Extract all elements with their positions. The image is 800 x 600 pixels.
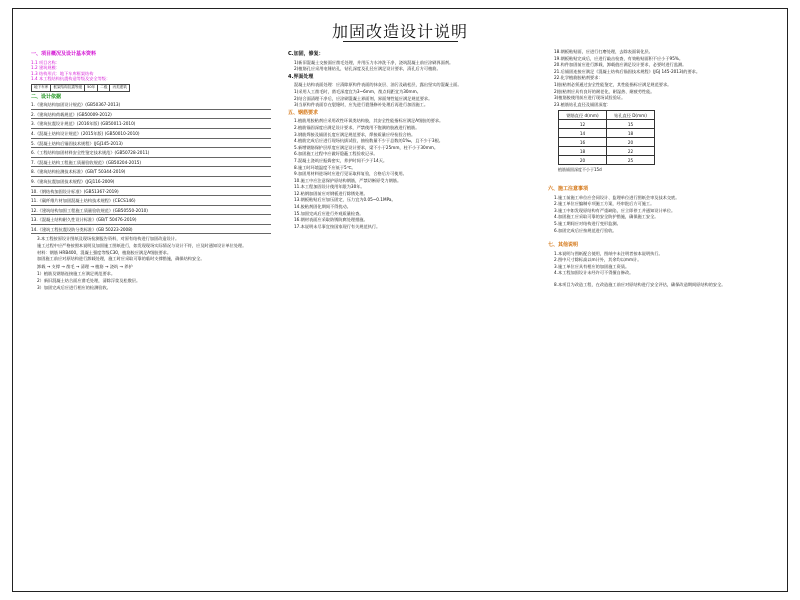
paragraph: 16.钢材表面应采取防锈防腐处理措施。 <box>294 217 368 223</box>
standard-item: 13.《混凝土结构耐久性设计标准》(GB/T 50476-2019) <box>31 217 271 225</box>
paragraph: 3)植筋胶使用前应进行现场试验验证。 <box>554 95 626 101</box>
paragraph: 17.本说明未尽事宜按国家现行有关规范执行。 <box>294 223 381 229</box>
table-cell: 14 <box>559 129 607 138</box>
paragraph: 14.胶粘剂固化期间不得扰动。 <box>294 204 351 210</box>
paragraph: 11.本工程加固设计使用年限为30年。 <box>294 184 365 190</box>
construction-flow: 卸载 → 支撑 → 凿毛 → 清理 → 植筋 → 浇筑 → 养护 <box>37 263 133 269</box>
table-cell: 地下车库 <box>32 84 51 91</box>
standard-item: 3.《建筑抗震设计规范》(2016年版) (GB50011-2010) <box>31 121 271 129</box>
paragraph: 4.加固施工应采取可靠的安全防护措施，确保施工安全。 <box>554 214 659 220</box>
paragraph: 2)植筋孔应采用电锤钻孔，钻孔深度及孔径应满足设计要求，清孔后方可植筋。 <box>294 66 441 72</box>
rebar-drill-table <box>558 110 655 165</box>
standard-item: 8.《建筑结构检测技术标准》(GB/T 50344-2019) <box>31 169 271 177</box>
table-cell: 15 <box>607 120 655 129</box>
paragraph: 15.加固完成后应进行外观质量检查。 <box>294 210 364 216</box>
paragraph: 10.施工中应注意保护原结构钢筋，严禁切断原受力钢筋。 <box>294 177 402 183</box>
seismic-grade-table <box>31 84 130 92</box>
page-title: 加固改造设计说明 <box>331 22 468 41</box>
table-row <box>559 156 655 165</box>
paragraph: 2)结合面清理干净后，应涂刷混凝土界面剂，界面剂性能应满足规范要求。 <box>294 95 433 101</box>
paragraph: 13.钢板粘贴后应加压固定，压力宜为0.05~0.1MPa。 <box>294 197 396 203</box>
table-cell: 20 <box>559 156 607 165</box>
paragraph: 19.钢板粘贴完成后，应进行敲击检查，有效粘贴面积不应小于95%。 <box>554 55 684 61</box>
paragraph: 施工过程中应严格按照本说明及加固施工图纸进行，如发现现场实际情况与设计不符，应及时通知设计单位处理。 <box>37 243 247 249</box>
paragraph: 2)胶粘剂应具有良好的耐老化、耐湿热、耐疲劳性能。 <box>554 88 655 94</box>
section-other-notes: 七、其他说明 <box>548 242 579 249</box>
paragraph: 1)采用人工凿毛时，凿毛深度宜为3~6mm，凿点间距宜为30mm。 <box>294 88 421 94</box>
table-cell: 50年 <box>85 84 98 91</box>
paragraph: 8.本项目为改造工程，在改造施工前应对原结构进行安全评估，确保改造期间原结构的安全。 <box>554 282 726 288</box>
paragraph: 20.构件加固前应进行卸载，卸载值应满足设计要求，必要时进行监测。 <box>554 62 687 68</box>
paragraph: 5.施工期间应对结构进行变形监测。 <box>554 220 621 226</box>
standard-item: 7.《混凝土结构工程施工质量验收规范》(GB50204-2015) <box>31 160 271 168</box>
table-cell: 二级 <box>98 84 110 91</box>
paragraph: 3)当原构件表面存在裂缝时，应先进行裂缝修补处理后再进行加固施工。 <box>294 102 429 108</box>
paragraph: 2.植筋锚固深度应满足设计要求，严禁使用不饱满的胶液进行植筋。 <box>294 124 420 130</box>
paragraph: 加固施工前应对原结构进行卸载处理，施工时应采取可靠的临时支撑措施，确保结构安全。 <box>37 256 205 262</box>
paragraph: 1)新旧混凝土交接面应凿毛处理，并用压力水冲洗干净，浇筑混凝土前应涂刷界面剂。 <box>294 59 454 65</box>
table-cell: 16 <box>559 138 607 147</box>
paragraph: 5.新增钢筋保护层厚度应满足设计要求，梁不小于25mm，柱不小于30mm。 <box>294 144 439 150</box>
table-row <box>559 138 655 147</box>
standard-item: 9.《建筑抗震加固技术规程》(JGJ116-2009) <box>31 179 271 187</box>
table-cell: 18 <box>607 129 655 138</box>
table-note: 植筋锚固深度不小于15d <box>558 167 602 173</box>
paragraph: 9.加固用材料进场时应进行见证取样复验，合格后方可使用。 <box>294 171 407 177</box>
standard-item: 14.《建筑工程抗震设防分类标准》(GB 50223-2008) <box>31 227 271 235</box>
paragraph: 23.植筋钻孔直径及锚固深度： <box>554 101 611 107</box>
table-row <box>559 129 655 138</box>
standard-item: 5.《混凝土结构后锚固技术规程》(JGJ145-2013) <box>31 141 271 149</box>
table-cell: 25 <box>607 156 655 165</box>
table-header: 钢筋直径 d(mm) <box>559 111 607 120</box>
paragraph: 4.本工程加固设计未经许可不得擅自修改。 <box>554 270 634 276</box>
paragraph: 6.加固施工过程中应做好隐蔽工程验收记录。 <box>294 151 378 157</box>
standard-item: 4.《混凝土结构设计规范》(2015年版) (GB50010-2010) <box>31 131 271 139</box>
right-column <box>548 49 778 289</box>
paragraph: 2.施工单位应编制专项施工方案，经审批后方可施工。 <box>554 201 655 207</box>
paragraph: 6.加固完成后应按规范进行验收。 <box>554 227 617 233</box>
table-row <box>559 120 655 129</box>
standard-item: 11.《碳纤维片材加固混凝土结构技术规程》(CECS146) <box>31 198 271 206</box>
paragraph: 7.混凝土浇筑应振捣密实，养护时间不少于14天。 <box>294 157 388 163</box>
table-cell: 22 <box>607 147 655 156</box>
heading-interface: 4.界面处理 <box>288 73 314 80</box>
paragraph: 混凝土结构表面处理：应清除原构件表面的抹灰层、油污及疏松层，露出坚实的混凝土面。 <box>294 82 462 88</box>
paragraph: 2）新旧混凝土结合面应凿毛处理，清除浮浆及松散层。 <box>37 278 141 284</box>
paragraph: 18.钢板粘贴面，应进行打磨处理，去除表面氧化层。 <box>554 49 653 54</box>
paragraph: 3.施工单位应具有相应的加固施工资质。 <box>554 263 630 269</box>
paragraph: 1.本说明与图纸配合使用，图纸中未注明者按本说明执行。 <box>554 250 663 256</box>
table-cell: 20 <box>607 138 655 147</box>
project-item: 1.1 项目名称： <box>31 59 60 65</box>
paragraph: 材料：钢筋 HRB400，混凝土强度等级C30，植筋胶应满足A级胶要求。 <box>37 249 172 255</box>
table-cell: 丙类建筑 <box>110 84 129 91</box>
left-column <box>31 49 271 291</box>
paragraph: 1）植筋及钢筋连接施工应满足规范要求。 <box>37 271 116 277</box>
middle-column <box>288 49 533 230</box>
section-rebar-requirements: 五、钢筋要求 <box>288 109 319 116</box>
section-design-basis: 二、设计依据 <box>31 93 62 100</box>
section-project-overview: 一、项目概况及设计基本资料 <box>31 51 97 57</box>
paragraph: 1.植筋用胶粘剂应采用改性环氧类结构胶，其安全性能指标应满足A级胶的要求。 <box>294 118 444 124</box>
standard-item: 6.《工程结构加固材料安全性鉴定技术规范》(GB50728-2011) <box>31 150 271 158</box>
paragraph: 4.植筋完成后应进行现场抗拔试验，抽检数量不少于总数的1‰，且不少于3根。 <box>294 138 443 144</box>
table-cell: 12 <box>559 120 607 129</box>
title-underline <box>343 41 458 42</box>
paragraph: 1)胶粘剂必须通过安全性能鉴定，其性能指标应满足规范要求。 <box>554 81 672 87</box>
project-item: 1.3 结构形式：地下车库框架结构 <box>31 70 94 76</box>
paragraph: 3.钢筋焊接及锚固长度应满足规范要求，焊接质量应经检验合格。 <box>294 131 416 137</box>
paragraph: 3.施工中如发现原结构有严重缺陷，应立即停工并通知设计单位。 <box>554 207 676 213</box>
standard-item: 2.《建筑结构荷载规范》(GB50009-2012) <box>31 112 271 120</box>
table-cell: 框架结构抗震等级 <box>51 84 85 91</box>
table-header: 钻孔直径 D(mm) <box>607 111 655 120</box>
table-cell: 18 <box>559 147 607 156</box>
paragraph: 8.施工时环境温度不应低于5℃。 <box>294 164 356 170</box>
standard-item: 12.《建筑结构加固工程施工质量验收规范》(GB50550-2010) <box>31 208 271 216</box>
paragraph: 1.施工前施工单位应会同设计、监理单位进行图纸会审及技术交底。 <box>554 194 680 200</box>
drawing-sheet <box>12 8 788 592</box>
paragraph: 3）加固完成后应进行相应的检测验收。 <box>37 284 111 290</box>
paragraph: 22.化学植筋胶粘剂要求： <box>554 75 603 81</box>
project-item: 1.4 本工程结构抗震构造等级及安全等级： <box>31 76 111 82</box>
heading-repair: C.加固，修复： <box>288 51 324 57</box>
paragraph: 12.粘钢加固前应对钢板进行除锈处理。 <box>294 190 368 196</box>
paragraph: 2.图中尺寸除标高以m计外，其余均以mm计。 <box>554 257 642 263</box>
project-item: 1.2 建筑规模： <box>31 65 60 71</box>
standard-item: 10.《钢结构加固设计标准》(GB51367-2019) <box>31 189 271 197</box>
paragraph: 21.后锚固连接应满足《混凝土结构后锚固技术规程》(JGJ 145-2013)的要求。 <box>554 68 701 74</box>
table-row <box>559 147 655 156</box>
standard-item: 1.《建筑结构加固设计规范》(GB50367-2013) <box>31 102 271 110</box>
section-construction-notes: 六、施工注意事项 <box>548 185 589 192</box>
paragraph: 3.本工程按原设计图纸及现场检测报告资料，对原有结构进行加固改造设计。 <box>37 236 180 242</box>
